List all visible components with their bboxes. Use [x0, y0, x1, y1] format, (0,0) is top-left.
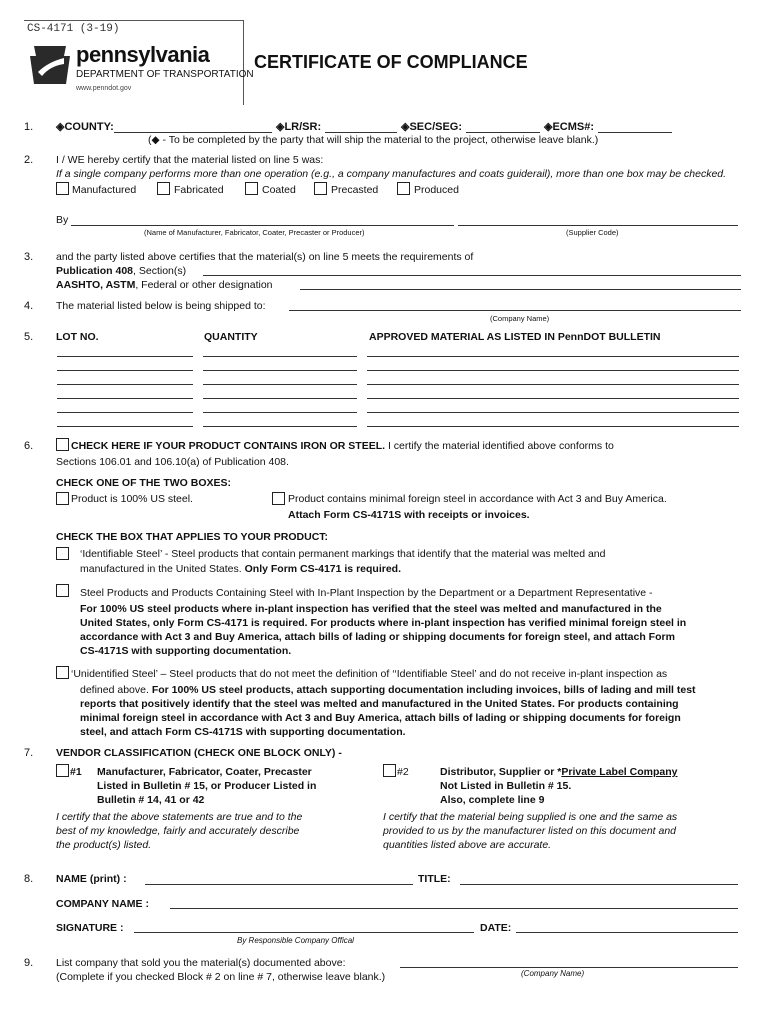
section-2-instruction: If a single company performs more than one operation (e.g., a company manufactures and coats guiderail), more than one box may be checked. — [56, 168, 727, 180]
material-field[interactable] — [367, 356, 739, 357]
block-2-line-3: Also, complete line 9 — [440, 794, 545, 806]
aashto-rest: , Federal or other designation — [135, 279, 273, 291]
block-1-cert-1: I certify that the above statements are true and to the — [56, 811, 303, 823]
precasted-label: Precasted — [331, 184, 379, 196]
lot-field[interactable] — [57, 412, 193, 413]
company-name-label: COMPANY NAME : — [56, 898, 149, 910]
block-2-cert-2: provided to us by the manufacturer listed on this document and — [383, 825, 677, 837]
block-2-checkbox[interactable] — [383, 764, 396, 777]
block-2-cert-3: quantities listed above are accurate. — [383, 839, 552, 851]
quantity-field[interactable] — [203, 370, 357, 371]
title-label: TITLE: — [418, 873, 451, 885]
inplant-checkbox[interactable] — [56, 584, 69, 597]
section-3-statement: and the party listed above certifies that the material(s) on line 5 meets the requirements of — [56, 251, 474, 263]
section-2-statement: I / WE hereby certify that the material listed on line 5 was: — [56, 154, 324, 166]
signature-caption: By Responsible Company Offical — [237, 936, 354, 945]
iron-steel-rest: I certify the material identified above conforms to — [385, 440, 614, 452]
iron-steel-checkbox[interactable] — [56, 438, 69, 451]
manufacturer-caption: (Name of Manufacturer, Fabricator, Coater, Precaster or Producer) — [144, 228, 365, 237]
ecms-label: ◈ECMS#: — [544, 121, 595, 133]
us-steel-checkbox[interactable] — [56, 492, 69, 505]
secseg-field[interactable] — [466, 132, 540, 133]
identifiable-bold: Only Form CS-4171 is required. — [244, 563, 401, 575]
inplant-line-5: CS-4171S with supporting documentation. — [80, 645, 292, 657]
quantity-field[interactable] — [203, 356, 357, 357]
unidentified-steel-checkbox[interactable] — [56, 666, 69, 679]
identifiable-line-1: ‘Identifiable Steel’ - Steel products that contain permanent markings that identify that the material was melted and — [80, 548, 606, 560]
block-2-line-1 — [440, 766, 677, 778]
county-field[interactable] — [114, 132, 272, 133]
two-boxes-heading: CHECK ONE OF THE TWO BOXES: — [56, 477, 232, 489]
date-field[interactable] — [516, 932, 738, 933]
iron-steel-bold: CHECK HERE IF YOUR PRODUCT CONTAINS IRON OR STEEL. — [71, 440, 386, 452]
material-field[interactable] — [367, 398, 739, 399]
seller-label: List company that sold you the material(s) documented above: — [56, 957, 346, 969]
inplant-line-3: United States, only Form CS-4171 is required. For products where in-plant inspection has verified minimal foreign steel in — [80, 617, 687, 629]
signature-label: SIGNATURE : — [56, 922, 124, 934]
inplant-line-1: Steel Products and Products Containing Steel with In-Plant Inspection by the Department or a Department Representative - — [80, 587, 653, 599]
block-1-line-3: Bulletin # 14, 41 or 42 — [97, 794, 205, 806]
material-field[interactable] — [367, 384, 739, 385]
unidentified-line-2 — [80, 684, 696, 696]
section-5-number: 5. — [24, 331, 34, 343]
section-6-number: 6. — [24, 440, 34, 452]
block-1-cert-2: best of my knowledge, fairly and accurately describe — [56, 825, 300, 837]
county-label: ◈COUNTY: — [56, 121, 114, 133]
lot-field[interactable] — [57, 370, 193, 371]
fabricated-label: Fabricated — [174, 184, 224, 196]
unidentified-line-4: minimal foreign steel in accordance with Act 3 and Buy America, attach bills of lading or shipping documents for foreign — [80, 712, 681, 724]
publication-bold: Publication 408 — [56, 265, 134, 277]
identifiable-line-2 — [80, 563, 401, 575]
aashto-label — [56, 279, 273, 291]
produced-checkbox[interactable] — [397, 182, 410, 195]
block-2-line-2: Not Listed in Bulletin # 15. — [440, 780, 572, 792]
keystone-logo-icon — [30, 44, 70, 86]
lot-field[interactable] — [57, 384, 193, 385]
block-1-checkbox[interactable] — [56, 764, 69, 777]
section-8-number: 8. — [24, 873, 34, 885]
private-label-link[interactable]: Private Label Company — [561, 766, 678, 778]
section-3-number: 3. — [24, 251, 34, 263]
block-1-line-1: Manufacturer, Fabricator, Coater, Precaster — [97, 766, 312, 778]
shipped-to-company-field[interactable] — [289, 310, 741, 311]
section-7-number: 7. — [24, 747, 34, 759]
inplant-line-2: For 100% US steel products where in-plant inspection has verified that the steel was melted and manufactured in the — [80, 603, 662, 615]
iron-steel-label — [71, 440, 614, 452]
manufactured-checkbox[interactable] — [56, 182, 69, 195]
quantity-header: QUANTITY — [204, 331, 258, 343]
foreign-steel-label: Product contains minimal foreign steel in accordance with Act 3 and Buy America. — [288, 493, 667, 505]
seller-caption: (Company Name) — [521, 969, 585, 978]
by-label: By — [56, 214, 69, 226]
title-field[interactable] — [460, 884, 738, 885]
block-1-line-2: Listed in Bulletin # 15, or Producer Listed in — [97, 780, 317, 792]
lot-field[interactable] — [57, 426, 193, 427]
signature-field[interactable] — [134, 932, 474, 933]
supplier-code-caption: (Supplier Code) — [566, 228, 619, 237]
coated-checkbox[interactable] — [245, 182, 258, 195]
seller-company-field[interactable] — [400, 967, 738, 968]
agency-name: pennsylvania — [76, 42, 210, 67]
quantity-field[interactable] — [203, 384, 357, 385]
precasted-checkbox[interactable] — [314, 182, 327, 195]
fabricated-checkbox[interactable] — [157, 182, 170, 195]
unidentified-text: defined above. — [80, 684, 152, 696]
shipped-to-caption: (Company Name) — [490, 314, 550, 323]
ecms-field[interactable] — [598, 132, 672, 133]
us-steel-label: Product is 100% US steel. — [71, 493, 193, 505]
lot-field[interactable] — [57, 398, 193, 399]
lot-no-header: LOT NO. — [56, 331, 99, 343]
form-number: CS-4171 (3-19) — [27, 23, 120, 35]
unidentified-bold: For 100% US steel products, attach supporting documentation including invoices, bills of lading and mill test — [151, 684, 696, 696]
designation-field[interactable] — [300, 289, 741, 290]
name-field[interactable] — [145, 884, 413, 885]
department-name: DEPARTMENT OF TRANSPORTATION — [76, 69, 254, 80]
material-header: APPROVED MATERIAL AS LISTED IN PennDOT BULLETIN — [369, 331, 661, 343]
publication-label — [56, 265, 186, 277]
vendor-classification-title: VENDOR CLASSIFICATION (CHECK ONE BLOCK ONLY) - — [56, 747, 342, 759]
block-2-number: #2 — [397, 766, 409, 778]
unidentified-line-3: reports that positively identify that the steel was melted and manufactured in the United States. For products containing — [80, 698, 679, 710]
lrsr-label: ◈LR/SR: — [276, 121, 322, 133]
applies-heading: CHECK THE BOX THAT APPLIES TO YOUR PRODUCT: — [56, 531, 329, 543]
lrsr-field[interactable] — [325, 132, 397, 133]
section-9-number: 9. — [24, 957, 34, 969]
date-label: DATE: — [480, 922, 512, 934]
section-1-note: (◆ - To be completed by the party that will ship the material to the project, otherwise leave blank.) — [148, 134, 599, 146]
block-1-cert-3: the product(s) listed. — [56, 839, 152, 851]
block-2-text: Distributor, Supplier or * — [440, 766, 562, 778]
shipped-to-label: The material listed below is being shipped to: — [56, 300, 266, 312]
quantity-field[interactable] — [203, 426, 357, 427]
supplier-code-field[interactable] — [458, 225, 738, 226]
identifiable-steel-checkbox[interactable] — [56, 547, 69, 560]
quantity-field[interactable] — [203, 398, 357, 399]
block-1-number: #1 — [70, 766, 82, 778]
publication-rest: , Section(s) — [133, 265, 187, 277]
section-4-number: 4. — [24, 300, 34, 312]
foreign-steel-checkbox[interactable] — [272, 492, 285, 505]
block-2-cert-1: I certify that the material being supplied is one and the same as — [383, 811, 678, 823]
material-field[interactable] — [367, 412, 739, 413]
page-title: CERTIFICATE OF COMPLIANCE — [254, 52, 528, 72]
foreign-steel-attach: Attach Form CS-4171S with receipts or invoices. — [288, 509, 530, 521]
quantity-field[interactable] — [203, 412, 357, 413]
produced-label: Produced — [414, 184, 459, 196]
sections-reference: Sections 106.01 and 106.10(a) of Publication 408. — [56, 456, 289, 468]
lot-field[interactable] — [57, 356, 193, 357]
section-2-number: 2. — [24, 154, 34, 166]
identifiable-text: manufactured in the United States. — [80, 563, 245, 575]
aashto-bold: AASHTO, ASTM — [56, 279, 136, 291]
manufacturer-name-field[interactable] — [71, 225, 454, 226]
material-field[interactable] — [367, 426, 739, 427]
section-1-number: 1. — [24, 121, 34, 133]
inplant-line-4: accordance with Act 3 and Buy America, attach bills of lading or shipping documents for foreign steel, and attach Form — [80, 631, 675, 643]
website-link[interactable]: www.penndot.gov — [76, 85, 132, 92]
material-field[interactable] — [367, 370, 739, 371]
seller-instruction: (Complete if you checked Block # 2 on line # 7, otherwise leave blank.) — [56, 971, 386, 983]
company-name-field[interactable] — [170, 908, 738, 909]
secseg-label: ◈SEC/SEG: — [401, 121, 463, 133]
unidentified-line-5: steel, and attach Form CS-4171S with supporting documentation. — [80, 726, 406, 738]
coated-label: Coated — [262, 184, 296, 196]
manufactured-label: Manufactured — [72, 184, 137, 196]
unidentified-line-1: ‘Unidentified Steel’ – Steel products that do not meet the definition of ‘‘Identifiable Steel’ and do not receive in-plant inspection as — [71, 668, 668, 680]
publication-section-field[interactable] — [203, 275, 741, 276]
name-label: NAME (print) : — [56, 873, 127, 885]
